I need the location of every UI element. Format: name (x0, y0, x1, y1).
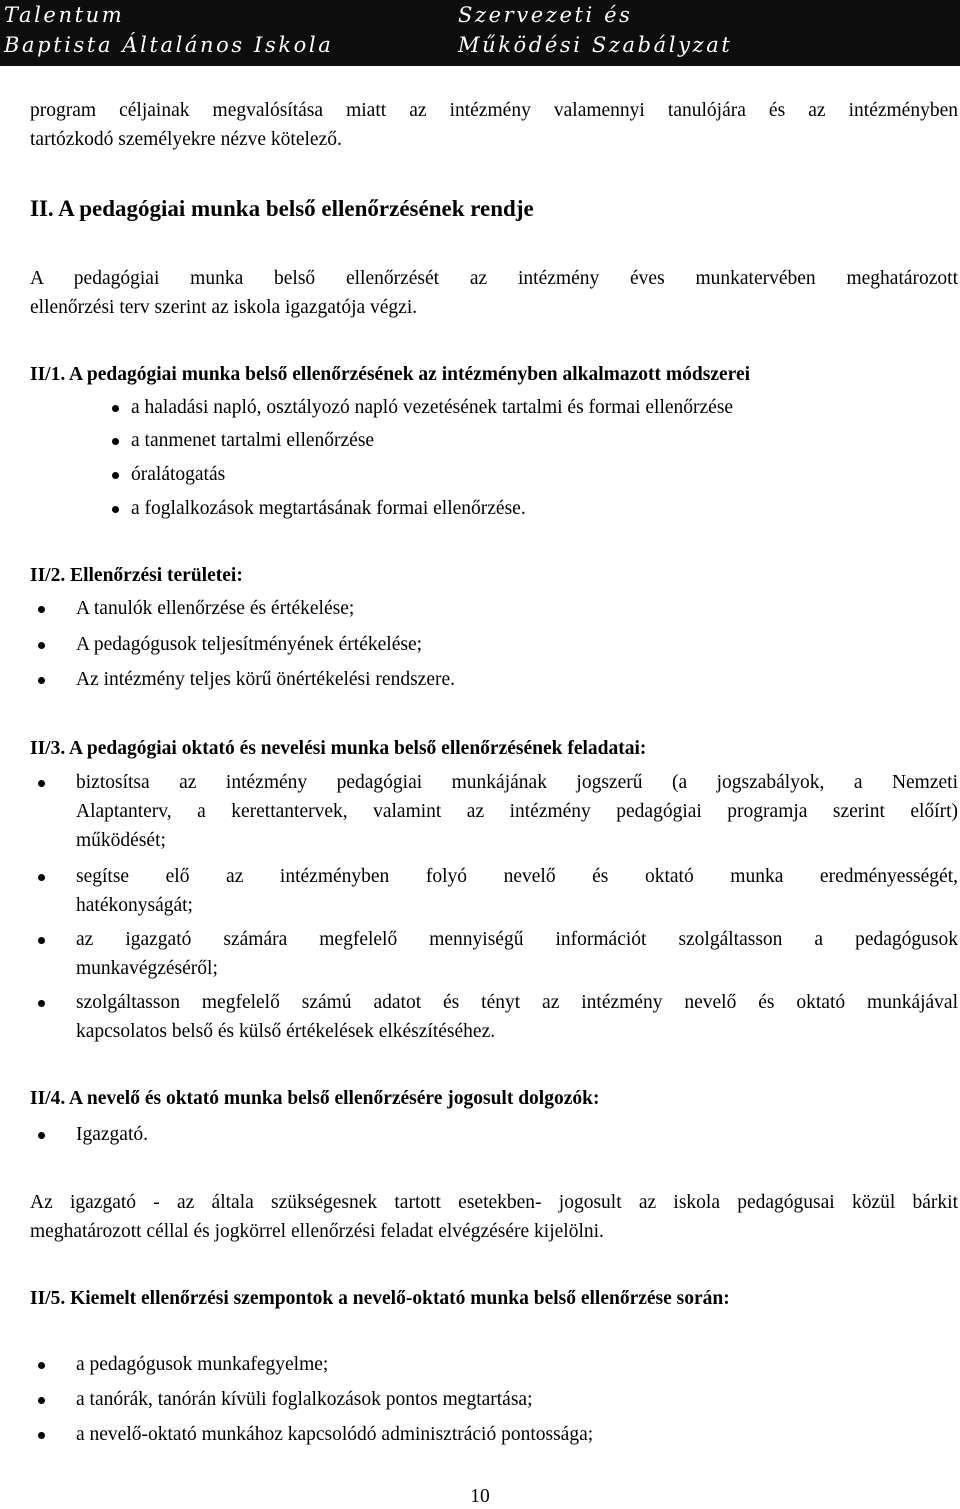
subsection-3-item-4-line-2: kapcsolatos belső és külső értékelések elkészítéséhez. (76, 1021, 496, 1042)
subsection-4-paragraph-line-2: meghatározott céllal és jogkörrel ellenőrzési feladat elvégzésére kijelölni. (30, 1221, 604, 1242)
header-doc-title-line1: Szervezeti és (458, 3, 633, 27)
subsection-1-item: óralátogatás (131, 464, 226, 485)
bullet-icon (38, 677, 45, 684)
section-paragraph-line-2: ellenőrzési terv szerint az iskola igazgatója végzi. (30, 297, 418, 318)
subsection-2-item: A pedagógusok teljesítményének értékelése; (76, 634, 423, 655)
subsection-4-title: II/4. A nevelő és oktató munka belső ellenőrzésére jogosult dolgozók: (30, 1088, 600, 1109)
bullet-icon (38, 642, 45, 649)
subsection-5-item: a nevelő-oktató munkához kapcsolódó adminisztráció pontossága; (76, 1424, 594, 1445)
subsection-3-item-3-line-1: az igazgató számára megfelelő mennyiségű információt szolgáltasson a pedagógusok (76, 929, 958, 950)
subsection-1-item: a foglalkozások megtartásának formai ellenőrzése. (131, 498, 526, 519)
subsection-2-item: Az intézmény teljes körű önértékelési rendszere. (76, 669, 456, 690)
subsection-3-item-1-line-3: működését; (76, 830, 166, 851)
subsection-3-item-2-line-1: segítse elő az intézményben folyó nevelő és oktató munka eredményességét, (76, 866, 958, 887)
subsection-5-title: II/5. Kiemelt ellenőrzési szempontok a nevelő-oktató munka belső ellenőrzése során: (30, 1288, 730, 1309)
subsection-3-item-1-line-2: Alaptanterv, a kerettantervek, valamint az intézmény pedagógiai programja szerint előírt) (76, 801, 958, 822)
page-number: 10 (470, 1486, 490, 1507)
subsection-2-title: II/2. Ellenőrzési területei: (30, 565, 243, 586)
subsection-1-title: II/1. A pedagógiai munka belső ellenőrzésének az intézményben alkalmazott módszerei (30, 364, 751, 385)
subsection-3-item-1-line-1: biztosítsa az intézmény pedagógiai munkájának jogszerű (a jogszabályok, a Nemzeti (76, 772, 958, 793)
subsection-5-item: a pedagógusok munkafegyelme; (76, 1354, 329, 1375)
bullet-icon (38, 1362, 45, 1369)
subsection-1-item: a tanmenet tartalmi ellenőrzése (131, 430, 375, 451)
section-paragraph-line-1: A pedagógiai munka belső ellenőrzését az intézmény éves munkatervében meghatározott (30, 268, 958, 289)
bullet-icon (112, 405, 119, 412)
subsection-3-item-3-line-2: munkavégzéséről; (76, 958, 218, 979)
header-doc-title-line2: Működési Szabályzat (458, 33, 733, 57)
section-title: II. A pedagógiai munka belső ellenőrzésének rendje (30, 196, 534, 221)
subsection-4-paragraph-line-1: Az igazgató - az általa szükségesnek tartott esetekben- jogosult az iskola pedagógusai közül bárkit (30, 1192, 958, 1213)
intro-line-1: program céljainak megvalósítása miatt az intézmény valamennyi tanulójára és az intézményben (30, 100, 958, 121)
bullet-icon (38, 1432, 45, 1439)
header-school-name-line2: Baptista Általános Iskola (4, 33, 334, 57)
bullet-icon (38, 606, 45, 613)
subsection-5-item: a tanórák, tanórán kívüli foglalkozások pontos megtartása; (76, 1389, 533, 1410)
bullet-icon (38, 1000, 45, 1007)
bullet-icon (38, 937, 45, 944)
subsection-4-item: Igazgató. (76, 1124, 149, 1145)
bullet-icon (38, 874, 45, 881)
intro-line-2: tartózkodó személyekre nézve kötelező. (30, 129, 342, 150)
bullet-icon (38, 1397, 45, 1404)
subsection-3-title: II/3. A pedagógiai oktató és nevelési munka belső ellenőrzésének feladatai: (30, 738, 647, 759)
bullet-icon (112, 506, 119, 513)
subsection-2-item: A tanulók ellenőrzése és értékelése; (76, 598, 355, 619)
subsection-3-item-2-line-2: hatékonyságát; (76, 895, 193, 916)
bullet-icon (38, 1132, 45, 1139)
subsection-3-item-4-line-1: szolgáltasson megfelelő számú adatot és tényt az intézmény nevelő és oktató munkájával (76, 992, 958, 1013)
header-school-name-line1: Talentum (4, 3, 125, 27)
bullet-icon (38, 780, 45, 787)
subsection-1-item: a haladási napló, osztályozó napló vezetésének tartalmi és formai ellenőrzése (131, 397, 734, 418)
bullet-icon (112, 472, 119, 479)
bullet-icon (112, 438, 119, 445)
